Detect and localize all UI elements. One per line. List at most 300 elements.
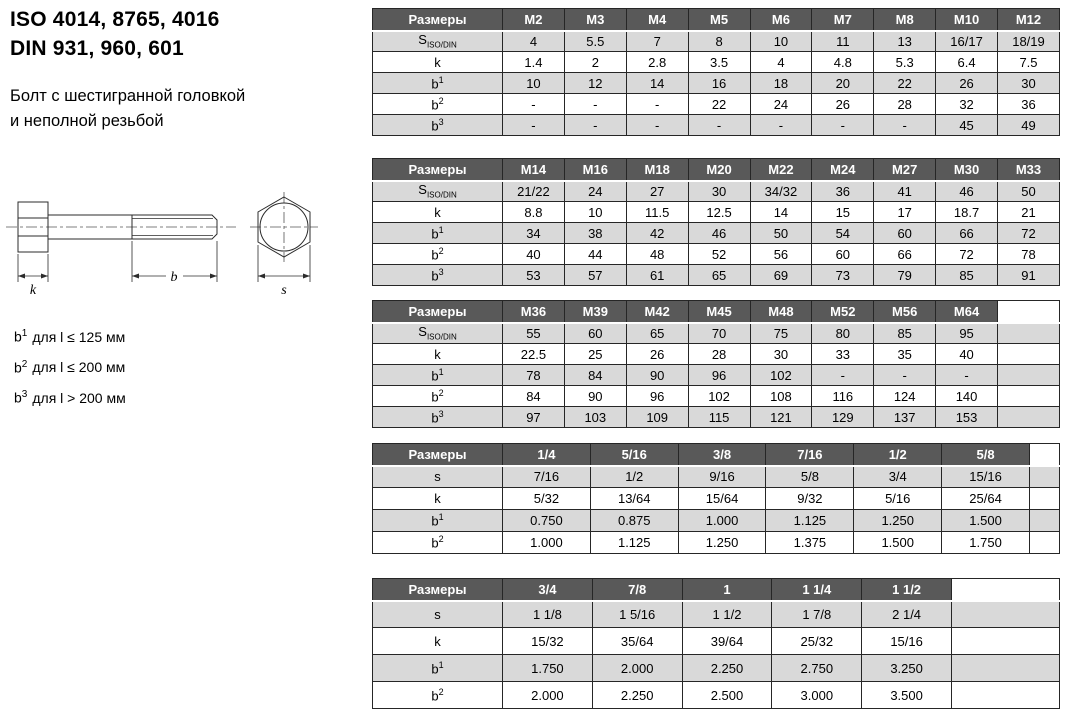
value-cell: 5/32 [503, 488, 591, 510]
value-cell: 35/64 [592, 628, 682, 655]
row-label-base: b [431, 268, 439, 284]
value-cell: 34/32 [750, 181, 812, 202]
value-cell: 22 [688, 94, 750, 115]
row-label-sup: 1 [438, 659, 444, 670]
size-header-cell: M18 [626, 159, 688, 181]
table-row [373, 323, 1060, 344]
header-row [373, 9, 1060, 31]
row-label-cell [373, 510, 503, 532]
row-label-base: b [431, 118, 439, 134]
table-row [373, 223, 1060, 244]
value-cell: 3/4 [854, 466, 942, 488]
value-cell: 4 [503, 31, 565, 52]
row-label-cell [373, 365, 503, 386]
blank-cell [1030, 488, 1060, 510]
size-header-cell: M27 [874, 159, 936, 181]
value-cell: 2.8 [626, 52, 688, 73]
table-row [373, 682, 1060, 709]
value-cell: 102 [750, 365, 812, 386]
blank-cell [952, 628, 1060, 655]
header-label-cell: Размеры [373, 444, 503, 466]
value-cell: 35 [874, 344, 936, 365]
table-row [373, 181, 1060, 202]
value-cell: 5/8 [766, 466, 854, 488]
row-label-base: b [431, 535, 439, 551]
value-cell: 78 [503, 365, 565, 386]
value-cell: 66 [874, 244, 936, 265]
size-header-cell: 7/16 [766, 444, 854, 466]
value-cell: 66 [936, 223, 998, 244]
value-cell: 46 [688, 223, 750, 244]
value-cell: 18/19 [998, 31, 1060, 52]
value-cell: 1.500 [854, 532, 942, 554]
value-cell: 41 [874, 181, 936, 202]
table-row [373, 31, 1060, 52]
value-cell: 24 [564, 181, 626, 202]
row-label-base: b [431, 513, 439, 529]
value-cell: 7/16 [503, 466, 591, 488]
row-label-sup: 1 [438, 224, 444, 235]
value-cell: 90 [626, 365, 688, 386]
table-row [373, 73, 1060, 94]
value-cell: 7.5 [998, 52, 1060, 73]
size-header-cell: 1/2 [854, 444, 942, 466]
value-cell: 1.750 [503, 655, 593, 682]
value-cell: - [503, 115, 565, 136]
table-row [373, 466, 1060, 488]
value-cell: 2.250 [682, 655, 772, 682]
value-cell: 115 [688, 407, 750, 428]
note-b2-text: для l ≤ 200 мм [32, 359, 126, 376]
value-cell: 2.000 [592, 655, 682, 682]
size-header-cell: 1/4 [503, 444, 591, 466]
value-cell: 52 [688, 244, 750, 265]
size-header-cell: M48 [750, 301, 812, 323]
value-cell: 1.4 [503, 52, 565, 73]
value-cell: 9/16 [678, 466, 766, 488]
value-cell: 13/64 [590, 488, 678, 510]
row-label-sup: 2 [438, 95, 444, 106]
value-cell: 17 [874, 202, 936, 223]
size-header-cell: 7/8 [592, 579, 682, 601]
size-header-cell: M2 [503, 9, 565, 31]
value-cell: - [503, 94, 565, 115]
size-header-cell: M6 [750, 9, 812, 31]
row-label-base: b [431, 97, 439, 113]
value-cell: 1.500 [942, 510, 1030, 532]
row-label-base: s [434, 469, 441, 485]
size-header-cell: M8 [874, 9, 936, 31]
value-cell: 12 [564, 73, 626, 94]
value-cell: 18.7 [936, 202, 998, 223]
value-cell: 95 [936, 323, 998, 344]
header-row [373, 301, 1060, 323]
product-description [10, 84, 245, 134]
size-header-cell: M20 [688, 159, 750, 181]
size-header-cell: M56 [874, 301, 936, 323]
value-cell: 80 [812, 323, 874, 344]
table-row [373, 532, 1060, 554]
value-cell: 22.5 [503, 344, 565, 365]
blank-cell [1030, 466, 1060, 488]
value-cell: 91 [998, 265, 1060, 286]
value-cell: - [626, 94, 688, 115]
value-cell: 24 [750, 94, 812, 115]
row-label-sub: ISO/DIN [426, 333, 457, 343]
row-label-sup: 3 [438, 408, 444, 419]
value-cell: 55 [503, 323, 565, 344]
value-cell: 75 [750, 323, 812, 344]
value-cell: 1 7/8 [772, 601, 862, 628]
size-header-cell: M5 [688, 9, 750, 31]
row-label-cell [373, 532, 503, 554]
value-cell: 44 [564, 244, 626, 265]
note-b1 [14, 320, 126, 351]
row-label-cell [373, 601, 503, 628]
size-header-cell: M10 [936, 9, 998, 31]
blank-header-cell [1030, 444, 1060, 466]
blank-header-cell [952, 579, 1060, 601]
header-label-cell: Размеры [373, 159, 503, 181]
iso-title-line: ISO 4014, 8765, 4016 [10, 8, 220, 31]
value-cell: 129 [812, 407, 874, 428]
value-cell: 73 [812, 265, 874, 286]
bolt-end-view [250, 192, 318, 298]
row-label-base: b [431, 226, 439, 242]
table-row [373, 386, 1060, 407]
value-cell: 22 [874, 73, 936, 94]
value-cell: 1.250 [854, 510, 942, 532]
value-cell: - [750, 115, 812, 136]
value-cell: 1 1/2 [682, 601, 772, 628]
value-cell: 109 [626, 407, 688, 428]
value-cell: - [936, 365, 998, 386]
value-cell: 15/16 [942, 466, 1030, 488]
table-row [373, 52, 1060, 73]
value-cell: 2.750 [772, 655, 862, 682]
row-label-base: b [431, 688, 439, 704]
value-cell: - [564, 115, 626, 136]
size-header-cell: 5/8 [942, 444, 1030, 466]
value-cell: 60 [812, 244, 874, 265]
blank-cell [1030, 532, 1060, 554]
value-cell: 7 [626, 31, 688, 52]
value-cell: 140 [936, 386, 998, 407]
value-cell: 97 [503, 407, 565, 428]
value-cell: 2 [564, 52, 626, 73]
size-header-cell: 3/8 [678, 444, 766, 466]
row-label-cell [373, 655, 503, 682]
value-cell: 26 [936, 73, 998, 94]
value-cell: 40 [503, 244, 565, 265]
value-cell: 26 [812, 94, 874, 115]
table-row [373, 115, 1060, 136]
value-cell: 30 [998, 73, 1060, 94]
blank-header-cell [998, 301, 1060, 323]
row-label-cell [373, 488, 503, 510]
value-cell: 5/16 [854, 488, 942, 510]
row-label-base: b [431, 368, 439, 384]
value-cell: 10 [503, 73, 565, 94]
blank-cell [998, 323, 1060, 344]
value-cell: - [812, 115, 874, 136]
size-header-cell: M36 [503, 301, 565, 323]
size-header-cell: M39 [564, 301, 626, 323]
row-label-base: b [431, 76, 439, 92]
header-label-cell: Размеры [373, 301, 503, 323]
size-header-cell: M7 [812, 9, 874, 31]
value-cell: 153 [936, 407, 998, 428]
bolt-side-view [6, 202, 236, 298]
value-cell: 48 [626, 244, 688, 265]
value-cell: 70 [688, 323, 750, 344]
table-row [373, 601, 1060, 628]
value-cell: 78 [998, 244, 1060, 265]
value-cell: 11 [812, 31, 874, 52]
inch-table-small [372, 443, 1060, 554]
value-cell: 102 [688, 386, 750, 407]
row-label-base: k [434, 54, 441, 70]
value-cell: 124 [874, 386, 936, 407]
value-cell: 53 [503, 265, 565, 286]
value-cell: 1 1/8 [503, 601, 593, 628]
value-cell: 45 [936, 115, 998, 136]
value-cell: 5.3 [874, 52, 936, 73]
value-cell: - [874, 365, 936, 386]
row-label-sup: 2 [438, 245, 444, 256]
row-label-cell [373, 52, 503, 73]
row-label-sup: 2 [438, 686, 444, 697]
value-cell: 10 [564, 202, 626, 223]
size-header-cell: M30 [936, 159, 998, 181]
row-label-base: S [418, 32, 427, 48]
k-dimension-label: k [29, 283, 37, 298]
blank-cell [998, 365, 1060, 386]
s-dimension-label: s [281, 283, 287, 298]
row-label-base: b [431, 661, 439, 677]
value-cell: 21/22 [503, 181, 565, 202]
value-cell: 33 [812, 344, 874, 365]
size-header-cell: M12 [998, 9, 1060, 31]
blank-cell [998, 386, 1060, 407]
value-cell: 116 [812, 386, 874, 407]
value-cell: 1.750 [942, 532, 1030, 554]
value-cell: 15/32 [503, 628, 593, 655]
value-cell: 3.500 [862, 682, 952, 709]
table-row [373, 344, 1060, 365]
value-cell: 40 [936, 344, 998, 365]
row-label-cell [373, 407, 503, 428]
value-cell: 85 [874, 323, 936, 344]
value-cell: 1/2 [590, 466, 678, 488]
value-cell: 56 [750, 244, 812, 265]
value-cell: 34 [503, 223, 565, 244]
value-cell: 1.375 [766, 532, 854, 554]
header-row [373, 159, 1060, 181]
size-header-cell: M24 [812, 159, 874, 181]
note-b1-sup: 1 [21, 328, 28, 339]
value-cell: 61 [626, 265, 688, 286]
header-label-cell: Размеры [373, 579, 503, 601]
row-label-cell [373, 628, 503, 655]
table-row [373, 94, 1060, 115]
value-cell: 28 [874, 94, 936, 115]
value-cell: 2 1/4 [862, 601, 952, 628]
table-row [373, 510, 1060, 532]
value-cell: 3.000 [772, 682, 862, 709]
size-header-cell: M64 [936, 301, 998, 323]
row-label-base: b [431, 410, 439, 426]
value-cell: 69 [750, 265, 812, 286]
value-cell: 2.250 [592, 682, 682, 709]
thread-length-notes [14, 320, 126, 412]
note-b3-sup: 3 [21, 389, 28, 401]
value-cell: 3.250 [862, 655, 952, 682]
value-cell: 10 [750, 31, 812, 52]
row-label-sup: 1 [438, 74, 444, 85]
value-cell: 36 [998, 94, 1060, 115]
value-cell: 13 [874, 31, 936, 52]
row-label-cell [373, 202, 503, 223]
note-b2-base: b [14, 359, 22, 376]
value-cell: 54 [812, 223, 874, 244]
row-label-cell [373, 344, 503, 365]
value-cell: 4.8 [812, 52, 874, 73]
row-label-sup: 2 [438, 387, 444, 398]
value-cell: 79 [874, 265, 936, 286]
row-label-cell [373, 244, 503, 265]
value-cell: 1 5/16 [592, 601, 682, 628]
value-cell: 0.875 [590, 510, 678, 532]
row-label-cell [373, 73, 503, 94]
row-label-cell [373, 115, 503, 136]
blank-cell [952, 682, 1060, 709]
header-row [373, 579, 1060, 601]
note-b1-base: b [14, 328, 22, 345]
value-cell: 28 [688, 344, 750, 365]
size-header-cell: M22 [750, 159, 812, 181]
value-cell: - [564, 94, 626, 115]
value-cell: 46 [936, 181, 998, 202]
table-row [373, 407, 1060, 428]
din-title-line: DIN 931, 960, 601 [10, 37, 184, 60]
value-cell: 121 [750, 407, 812, 428]
value-cell: 6.4 [936, 52, 998, 73]
table-row [373, 628, 1060, 655]
blank-cell [1030, 510, 1060, 532]
note-b1-text: для l ≤ 125 мм [32, 328, 126, 345]
value-cell: 39/64 [682, 628, 772, 655]
note-b3 [14, 381, 126, 412]
note-b2-sup: 2 [21, 358, 28, 370]
row-label-base: S [418, 324, 427, 340]
inch-table-large [372, 578, 1060, 709]
row-label-cell [373, 181, 503, 202]
row-label-base: k [434, 204, 441, 220]
value-cell: 72 [998, 223, 1060, 244]
metric-table-m36-m64 [372, 300, 1060, 428]
value-cell: 65 [626, 323, 688, 344]
row-label-sup: 2 [438, 534, 444, 545]
value-cell: 14 [626, 73, 688, 94]
value-cell: 90 [564, 386, 626, 407]
value-cell: 12.5 [688, 202, 750, 223]
row-label-sub: ISO/DIN [426, 41, 457, 51]
value-cell: 60 [564, 323, 626, 344]
row-label-base: k [434, 633, 441, 649]
value-cell: 15/64 [678, 488, 766, 510]
value-cell: 2.500 [682, 682, 772, 709]
size-header-cell: M14 [503, 159, 565, 181]
value-cell: 0.750 [503, 510, 591, 532]
metric-table-m2-m12 [372, 8, 1060, 136]
value-cell: 30 [688, 181, 750, 202]
value-cell: 1.250 [678, 532, 766, 554]
value-cell: 16/17 [936, 31, 998, 52]
value-cell: - [812, 365, 874, 386]
description-line-2: и неполной резьбой [10, 112, 164, 130]
row-label-sup: 3 [438, 116, 444, 127]
row-label-base: k [434, 346, 441, 362]
value-cell: 16 [688, 73, 750, 94]
value-cell: 1.000 [503, 532, 591, 554]
row-label-cell [373, 31, 503, 52]
value-cell: 96 [688, 365, 750, 386]
size-header-cell: M4 [626, 9, 688, 31]
row-label-cell [373, 323, 503, 344]
value-cell: 8.8 [503, 202, 565, 223]
value-cell: 25 [564, 344, 626, 365]
value-cell: 103 [564, 407, 626, 428]
value-cell: 108 [750, 386, 812, 407]
size-header-cell: M3 [564, 9, 626, 31]
value-cell: 57 [564, 265, 626, 286]
size-header-cell: M42 [626, 301, 688, 323]
note-b3-base: b [14, 389, 22, 406]
table-row [373, 202, 1060, 223]
value-cell: - [626, 115, 688, 136]
table-row [373, 265, 1060, 286]
value-cell: 25/64 [942, 488, 1030, 510]
row-label-base: k [434, 491, 441, 506]
table-row [373, 488, 1060, 510]
row-label-cell [373, 682, 503, 709]
description-line-1: Болт с шестигранной головкой [10, 87, 246, 105]
value-cell: 49 [998, 115, 1060, 136]
value-cell: - [688, 115, 750, 136]
header-row [373, 444, 1060, 466]
row-label-cell [373, 223, 503, 244]
size-header-cell: 1 1/4 [772, 579, 862, 601]
value-cell: 2.000 [503, 682, 593, 709]
row-label-cell [373, 94, 503, 115]
blank-cell [998, 407, 1060, 428]
value-cell: 32 [936, 94, 998, 115]
value-cell: 21 [998, 202, 1060, 223]
table-row [373, 244, 1060, 265]
row-label-base: s [434, 606, 441, 622]
value-cell: 30 [750, 344, 812, 365]
value-cell: 8 [688, 31, 750, 52]
b-dimension-label: b [170, 270, 178, 285]
metric-table-m14-m33 [372, 158, 1060, 286]
bolt-technical-drawing [4, 190, 349, 302]
value-cell: 60 [874, 223, 936, 244]
value-cell: 65 [688, 265, 750, 286]
value-cell: 137 [874, 407, 936, 428]
value-cell: 15/16 [862, 628, 952, 655]
blank-cell [998, 344, 1060, 365]
